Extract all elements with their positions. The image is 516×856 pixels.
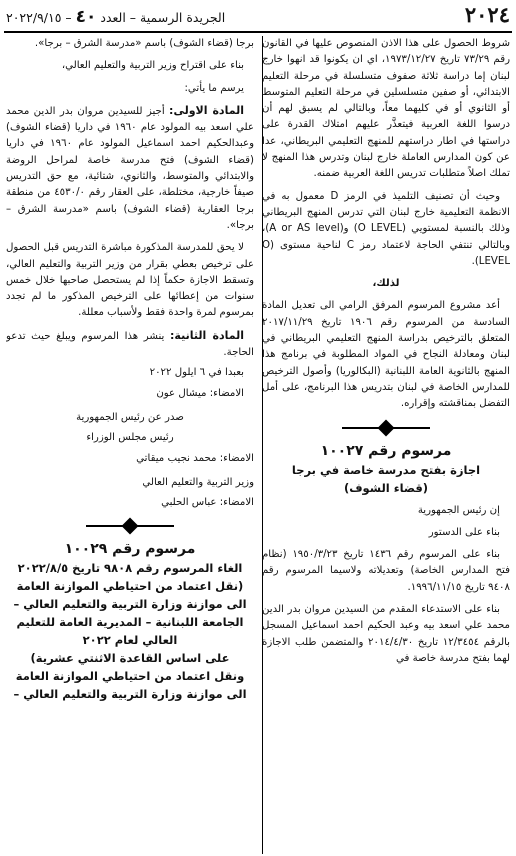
decree-subtitle: (نقل اعتماد من احتياطي الموازنة العامة [16,579,244,594]
decree-title: مرسوم رقم ١٠٠٢٩ [64,541,196,558]
paragraph: بناء على الاستدعاء المقدم من السيدين مروان بدر الدين محمد علي اسعد بيه وعبد الحكيم احمد اسماعيل المسجل بالرقم ١٢/٣٤٥٤ تاريخ ٢٠١٤/٤/٣٠ والمتضمن طلب الاجازة لهما بفتح مدرسة خاصة في [262,604,510,664]
issue-prefix: الجريدة الرسمية – العدد [100,10,226,25]
paragraph: بناء على اقتراح وزير التربية والتعليم العالي، [61,60,244,72]
article-label: المادة الاولى: [169,103,244,117]
paragraph: وحيث أن تصنيف التلميذ في الرمز D معمول به في الانظمة التعليمية خارج لبنان التي تدرس المنهج البريطاني وذلك بالنسبة لمستويي (O LEVEL) و(A or AS level)، وبالتالي تنتفي الحاجة لاعتماد رمز C لناحية مستوى (O LEVEL). [262,190,510,267]
decree-subtitle: اجازة بفتح مدرسة خاصة في برجا [291,462,481,477]
section-divider [6,519,254,533]
signature-president: الامضاء: ميشال عون [156,387,244,399]
paragraph: لا يحق للمدرسة المذكورة مباشرة التدريس قبل الحصول على ترخيص بعطي بقرار من وزير التربية والتعليم العالي، وتسقط الاجازة حكماً إذا لم يستحصل صاحبها خلال خمس سنوات من إعطائها على الترخيص المذكور ما لم تجدد بمرسوم لمرة واحدة فقط ولأسباب معللة. [6,242,254,319]
article-two [6,328,254,362]
article-text: ينشر هذا المرسوم ويبلغ حيث تدعو الحاجة. [6,330,254,359]
issued-by: صدر عن رئيس الجمهورية [76,411,184,423]
paragraph: يرسم ما يأتي: [184,82,244,94]
article-one [6,103,254,234]
decree-subtitle: ونقل اعتماد من احتياطي الموازنة العامة [15,669,245,684]
left-column [6,36,254,703]
decree-subtitle: الى موازنة وزارة التربية والتعليم العالي – [13,597,247,612]
right-column [262,36,510,667]
paragraph: بناء على المرسوم رقم ١٤٣٦ تاريخ ١٩٥٠/٣/٢٣ (نظام فتح المدارس الخاصة) وتعديلاته ولاسيما المرسوم رقم ٩٤٠٨ تاريخ ١٩٩٦/١١/١٥. [262,549,510,593]
decree-subtitle: الغاء المرسوم رقم ٩٨٠٨ تاريخ ٢٠٢٢/٨/٥ [17,561,243,576]
issue-number: ٤٠ [75,7,97,27]
signature-pm: الامضاء: محمد نجيب ميقاتي [136,452,254,464]
article-label: المادة الثانية: [170,328,245,342]
section-divider [262,421,510,435]
decree-subtitle: (قضاء الشوف) [343,480,429,495]
paragraph: شروط الحصول على هذا الاذن المنصوص عليها في القانون رقم ٧٣/٢٩ تاريخ ١٩٧٣/١٢/٢٧، اي ان يكونوا قد انهوا خارج لبنان إما دراسة ثلاثة صفوف متسلسلة في مرحلة التعليم الابتدائي، أو صفين متسلسلين في مرحلة التعليم المتوسط أو الثانوي أو في كليهما معاً، وبالتالي لم يسبق لهم أن درسوا اللغة العربية فيتعذَّر عليهم امتلاك القدرة على دراستها في اطار دراستهم للمنهج التعليمي البريطاني، عدا عن كون المدارس العاملة خارج لبنان وتدرس هذا المنهج لا تملك اصلاً متطلبات تدريس اللغة العربية ضمنه. [262,38,510,180]
decree-subtitle: الى موازنة وزارة التربية والتعليم العالي – [13,687,247,702]
paragraph: لذلك، [372,278,400,290]
pm-title: رئيس مجلس الوزراء [86,432,174,444]
paragraph: إن رئيس الجمهورية [417,504,500,516]
date-line: بعبدا في ٦ ايلول ٢٠٢٢ [149,367,244,379]
decree-subtitle: على اساس القاعدة الاثنتي عشرية) [30,651,230,666]
header-rule [4,31,512,33]
signature-minister: الامضاء: عباس الحلبي [161,497,254,509]
page-header [0,0,516,32]
decree-subtitle: العالي لعام ٢٠٢٢ [82,633,178,648]
paragraph: أعد مشروع المرسوم المرفق الرامي الى تعديل المادة السادسة من المرسوم رقم ١٩٠٦ تاريخ ٢٠١٧/١١/٢٩ المتعلق بالترخيص بدراسة المنهج التعليمي البريطاني في لبنان ومعادلة النجاح في المواد المطلوبة في برنامج هذا المنهج بالثانوية العامة اللبنانية (البكالوريا) وأصول الترخيص للمدارس الخاصة في لبنان بتدريس هذا البرنامج، على أمل التفضل بمناقشته وإقراره. [262,300,510,410]
page-number: ٢٠٢٤ [464,2,510,27]
decree-title: مرسوم رقم ١٠٠٢٧ [320,442,452,459]
running-head [6,7,225,27]
issue-date: – ٢٠٢٢/٩/١٥ [6,10,72,25]
paragraph: برجا (قضاء الشوف) باسم «مدرسة الشرق – برجا». [34,38,254,49]
minister-title: وزير التربية والتعليم العالي [142,476,254,488]
paragraph: بناء على الدستور [428,526,500,538]
article-text: أجيز للسيدين مروان بدر الدين محمد علي اسعد بيه المولود عام ١٩٦٠ في داريا (قضاء الشوف) وعبدالحكيم احمد اسماعيل المولود عام ١٩٦٠ في داريا (قضاء الشوف) فتح مدرسة خاصة لمراحل الروضة والابتدائي والمتوسط، والثانوي، شتائية، مع حق التدريس صيفاً خارجية، مختلطة، على العقار رقم ٤٥٣٠/٠ من منطقة برجا العقارية (قضاء الشوف) باسم «مدرسة الشرق – برجا». [6,105,254,231]
decree-subtitle: الجامعة اللبنانية – المديرية العامة للتعليم [16,615,244,630]
